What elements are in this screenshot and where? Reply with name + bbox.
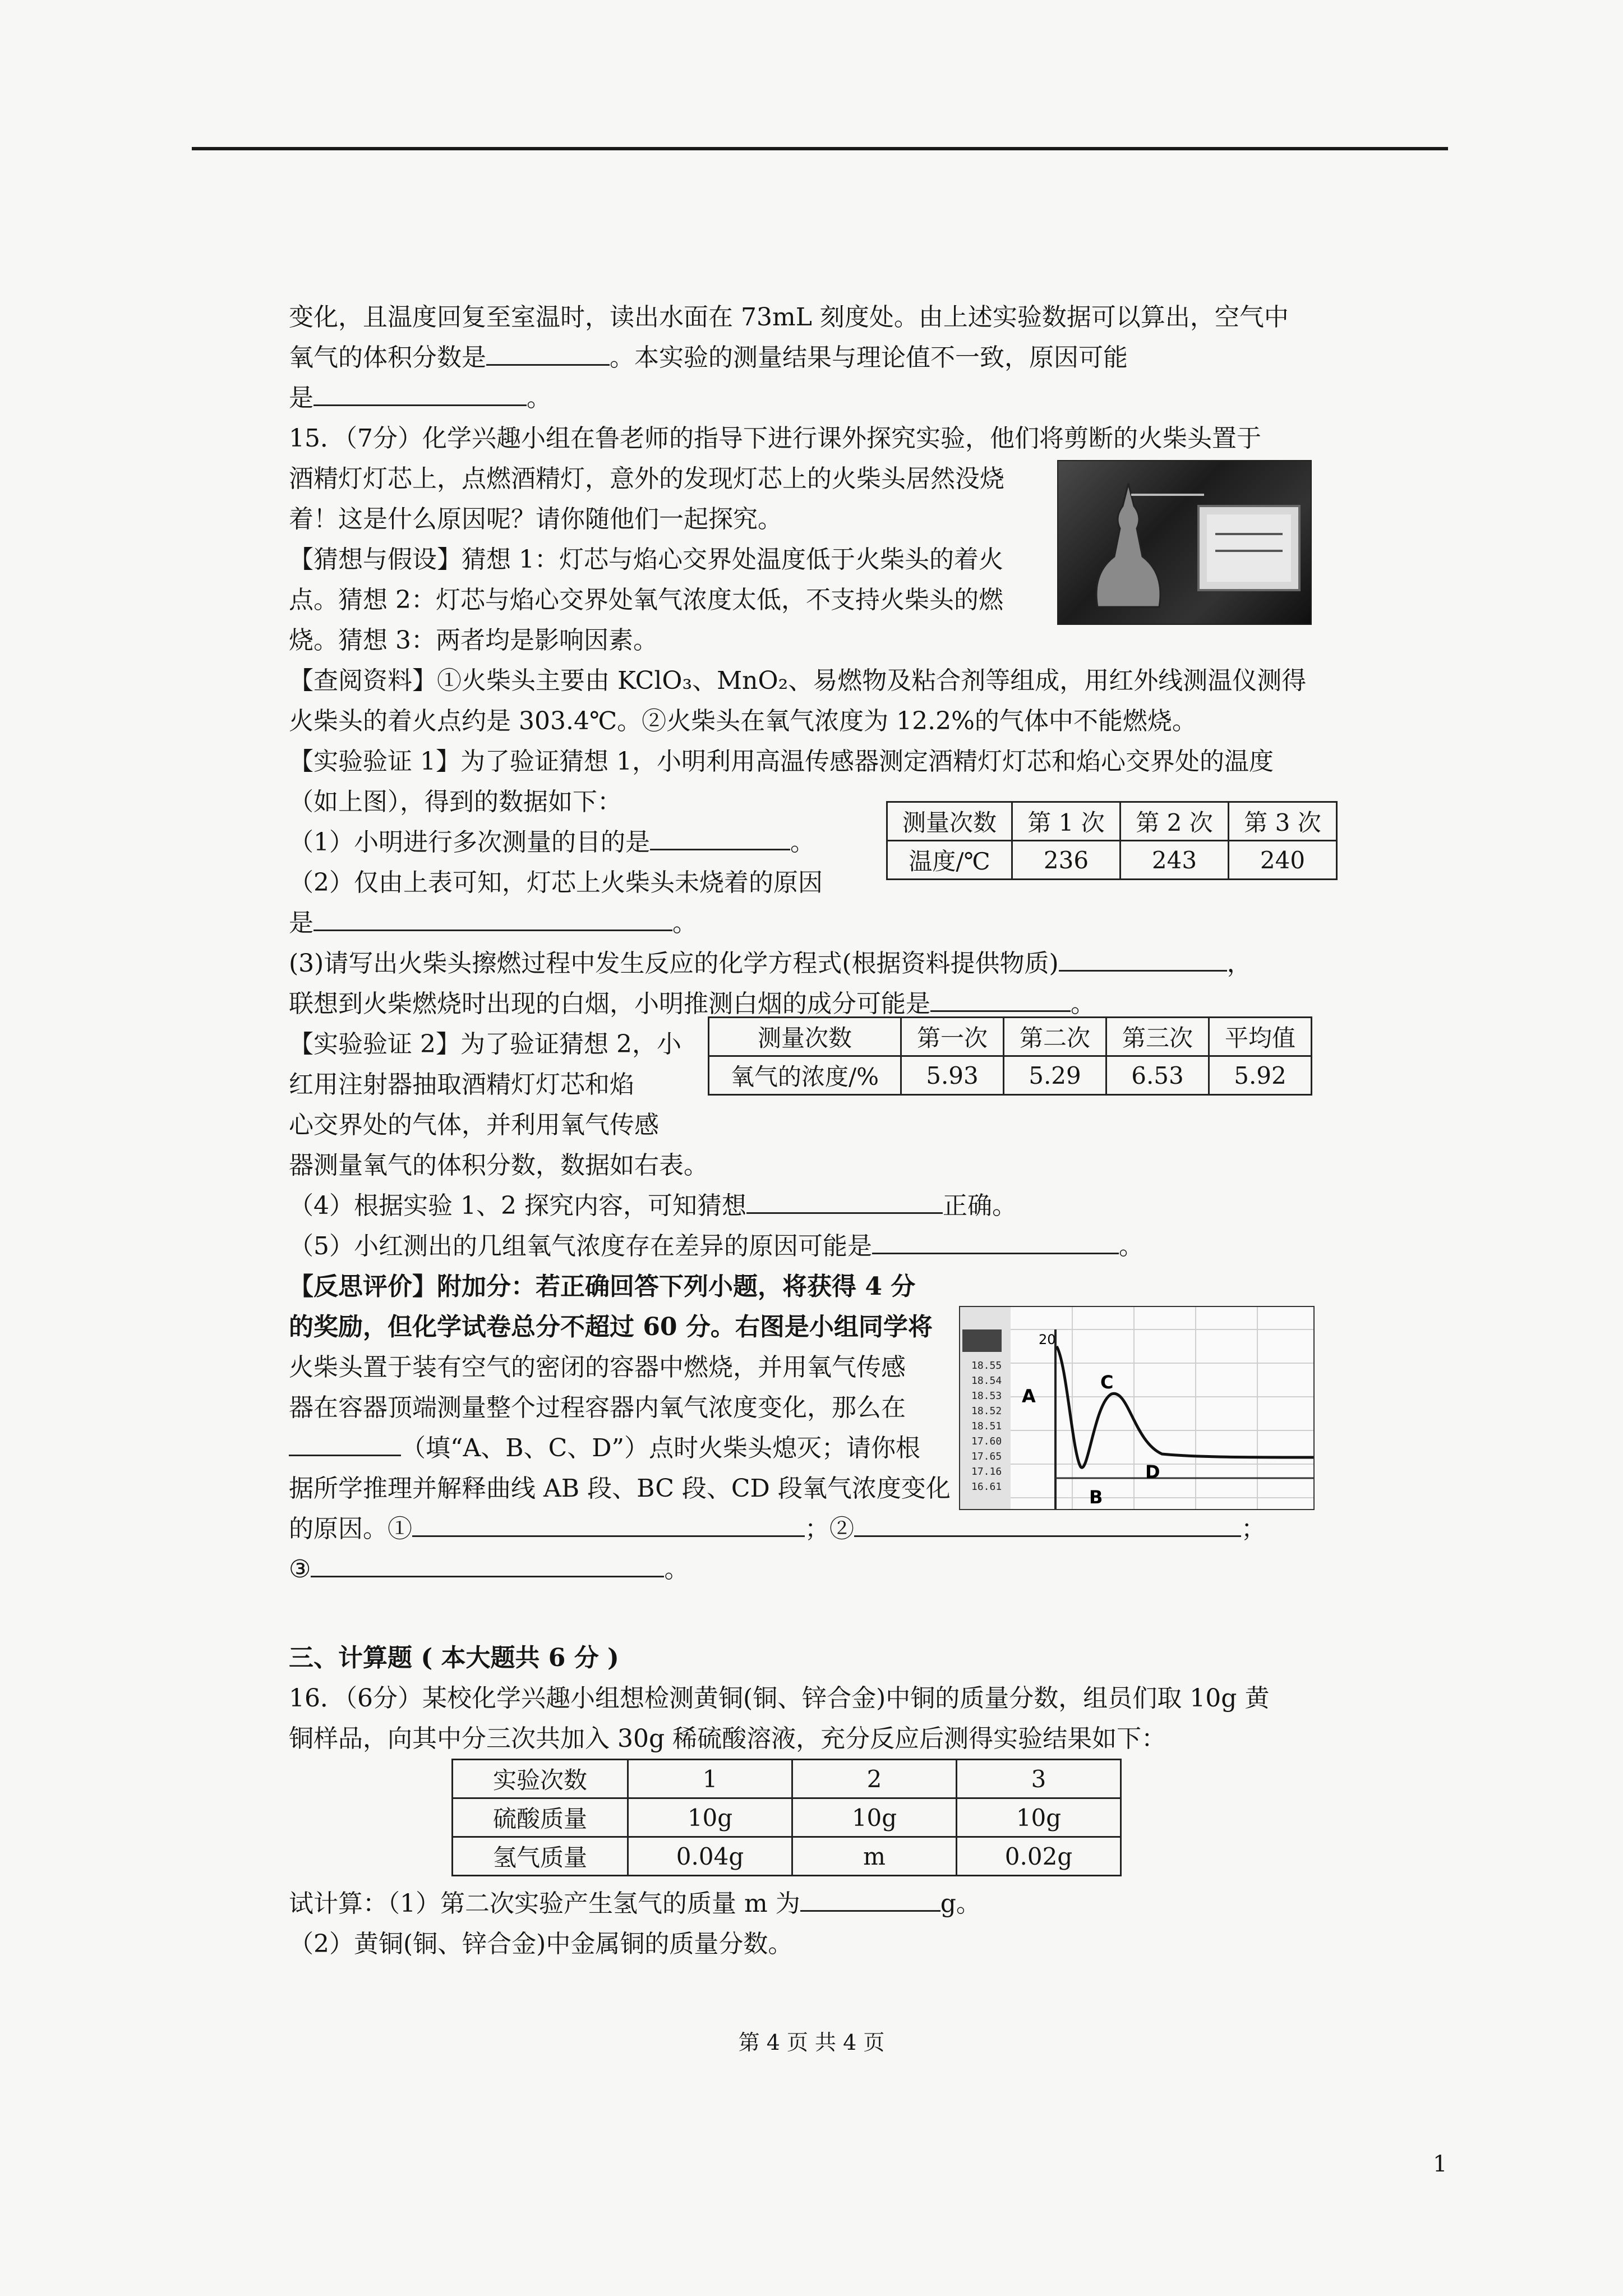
table-cell: 第一次 <box>901 1018 1004 1056</box>
y-tick-label: 18.55 <box>971 1360 1002 1372</box>
answer-blank[interactable] <box>650 823 790 850</box>
table-cell: 10g <box>792 1798 957 1837</box>
section-3-questions <box>289 1884 1326 1964</box>
table-row <box>453 1798 1121 1837</box>
table-cell: 第 3 次 <box>1229 802 1337 841</box>
text-line: 【查阅资料】①火柴头主要由 KClO₃、MnO₂、易燃物及粘合剂等组成，用红外线测温仪测得 <box>289 666 1307 695</box>
text-line: 火柴头的着火点约是 303.4℃。②火柴头在氧气浓度为 12.2%的气体中不能燃烧。 <box>289 707 1197 735</box>
answer-blank[interactable] <box>930 984 1071 1012</box>
oxygen-curve-svg <box>960 1307 1313 1509</box>
text-span: （5）小红测出的几组氧气浓度存在差异的原因可能是 <box>289 1232 872 1260</box>
y-tick-label: 17.60 <box>971 1435 1002 1447</box>
y-tick-label: 18.51 <box>971 1420 1002 1432</box>
text-span: 正确。 <box>942 1191 1017 1220</box>
text-line: 【实验验证 2】为了验证猜想 2，小 <box>289 1030 681 1059</box>
answer-blank[interactable] <box>412 1510 805 1537</box>
text-span: 。 <box>790 828 815 857</box>
text-line <box>289 944 1326 984</box>
table-cell: 第二次 <box>1004 1018 1106 1056</box>
point-label-d: D <box>1145 1461 1160 1483</box>
table-cell: m <box>792 1837 957 1876</box>
table-cell: 实验次数 <box>453 1760 628 1798</box>
table-cell: 第 2 次 <box>1121 802 1229 841</box>
text-line: （2）仅由上表可知，灯芯上火柴头未烧着的原因 <box>289 868 823 897</box>
text-line: 红用注射器抽取酒精灯灯芯和焰 <box>289 1070 634 1099</box>
y-tick-label: 17.65 <box>971 1451 1002 1462</box>
table-cell: 6.53 <box>1106 1056 1209 1095</box>
answer-blank[interactable] <box>486 338 610 366</box>
table-cell: 5.93 <box>901 1056 1004 1095</box>
table-cell: 平均值 <box>1209 1018 1312 1056</box>
page-number: 1 <box>1433 2151 1447 2177</box>
text-line: 着！这是什么原因呢？请你随他们一起探究。 <box>289 505 782 533</box>
text-line <box>289 903 1326 944</box>
answer-blank[interactable] <box>746 1186 943 1214</box>
text-span: 。 <box>1119 1232 1144 1260</box>
top-rule <box>192 147 1448 150</box>
alcohol-lamp-illustration <box>1058 461 1311 624</box>
y-ticks <box>971 1360 1002 1493</box>
text-span: （1）小明进行多次测量的目的是 <box>289 828 650 857</box>
text-line <box>289 1226 1326 1267</box>
text-line: 点。猜想 2：灯芯与焰心交界处氧气浓度太低，不支持火柴头的燃 <box>289 586 1003 614</box>
table-cell: 10g <box>957 1798 1121 1837</box>
text-span: 氧气的体积分数是 <box>289 343 486 372</box>
table-cell: 5.92 <box>1209 1056 1312 1095</box>
text-line: 变化，且温度回复至室温时，读出水面在 73mL 刻度处。由上述实验数据可以算出，空气中 <box>289 303 1289 332</box>
text-span: ；② <box>805 1515 854 1543</box>
table-cell: 硫酸质量 <box>453 1798 628 1837</box>
table-row <box>709 1056 1312 1095</box>
table-cell: 第三次 <box>1106 1018 1209 1056</box>
text-line: 【实验验证 1】为了验证猜想 1，小明利用高温传感器测定酒精灯灯芯和焰心交界处的温度 <box>289 747 1274 776</box>
text-span: （填“A、B、C、D”）点时火柴头熄灭；请你根 <box>401 1434 921 1462</box>
table-cell: 5.29 <box>1004 1056 1106 1095</box>
text-span: g。 <box>940 1889 981 1918</box>
text-span: 。 <box>664 1555 689 1584</box>
text-line: 15．（7分）化学兴趣小组在鲁老师的指导下进行课外探究实验，他们将剪断的火柴头置于 <box>289 424 1261 453</box>
table-row <box>887 841 1337 880</box>
table-cell: 236 <box>1012 841 1121 880</box>
point-label-b: B <box>1089 1487 1103 1508</box>
text-line: 【反思评价】附加分：若正确回答下列小题，将获得 4 分 <box>289 1272 916 1301</box>
text-line: 铜样品，向其中分三次共加入 30g 稀硫酸溶液，充分反应后测得实验结果如下： <box>289 1724 1166 1753</box>
table-row <box>709 1018 1312 1056</box>
text-span: (3)请写出火柴头擦燃过程中发生反应的化学方程式(根据资料提供物质) <box>289 949 1059 978</box>
continuation-text <box>289 297 1326 418</box>
text-line: （2）黄铜(铜、锌合金)中金属铜的质量分数。 <box>289 1930 793 1958</box>
answer-blank[interactable] <box>872 1227 1119 1254</box>
table-cell: 第 1 次 <box>1012 802 1121 841</box>
answer-blank[interactable] <box>800 1884 940 1912</box>
text-line: 据所学推理并解释曲线 AB 段、BC 段、CD 段氧气浓度变化 <box>289 1474 951 1503</box>
text-line: 16．（6分）某校化学兴趣小组想检测黄铜(铜、锌合金)中铜的质量分数，组员们取 10g 黄 <box>289 1684 1270 1713</box>
table-row <box>887 802 1337 841</box>
header-block <box>962 1329 1002 1352</box>
table-cell: 氧气的浓度/% <box>709 1056 901 1095</box>
text-span: 联想到火柴燃烧时出现的白烟，小明推测白烟的成分可能是 <box>289 990 930 1018</box>
text-span: 是 <box>289 384 313 412</box>
text-span: ； <box>1241 1515 1266 1543</box>
table-cell: 240 <box>1229 841 1337 880</box>
text-line: 酒精灯灯芯上，点燃酒精灯，意外的发现灯芯上的火柴头居然没烧 <box>289 464 1004 493</box>
table-cell: 3 <box>957 1760 1121 1798</box>
text-line: 的奖励，但化学试卷总分不超过 60 分。右图是小组同学将 <box>289 1313 933 1341</box>
temperature-table <box>886 801 1338 880</box>
text-span: 是 <box>289 909 313 937</box>
answer-blank[interactable] <box>311 1550 664 1577</box>
answer-blank[interactable] <box>1059 944 1227 972</box>
text-line <box>289 1186 1326 1226</box>
text-line: （如上图），得到的数据如下： <box>289 788 622 816</box>
text-span: 。 <box>1071 990 1095 1018</box>
text-line: 【猜想与假设】猜想 1：灯芯与焰心交界处温度低于火柴头的着火 <box>289 545 1003 574</box>
answer-blank[interactable] <box>854 1510 1241 1537</box>
table-cell: 氢气质量 <box>453 1837 628 1876</box>
page-footer: 第 4 页 共 4 页 <box>738 2030 885 2055</box>
y-tick-top: 20 <box>1039 1332 1056 1347</box>
text-line <box>289 338 1326 378</box>
text-span: （4）根据实验 1、2 探究内容，可知猜想 <box>289 1191 746 1220</box>
table-cell: 2 <box>792 1760 957 1798</box>
section-title: 三、计算题 ( 本大题共 6 分 ) <box>289 1644 619 1672</box>
table-row <box>453 1837 1121 1876</box>
answer-blank[interactable] <box>313 904 672 931</box>
answer-blank[interactable] <box>289 1429 401 1456</box>
y-tick-label: 18.54 <box>971 1375 1002 1387</box>
text-span: 。 <box>527 384 551 412</box>
text-line: 火柴头置于装有空气的密闭的容器中燃烧，并用氧气传感 <box>289 1353 906 1382</box>
table-cell: 温度/℃ <box>887 841 1012 880</box>
experiment-results-table <box>451 1759 1122 1876</box>
table-cell: 1 <box>628 1760 792 1798</box>
y-tick-label: 17.16 <box>971 1466 1002 1478</box>
y-tick-label: 18.52 <box>971 1405 1002 1417</box>
table-cell: 0.04g <box>628 1837 792 1876</box>
text-line <box>289 1884 1326 1924</box>
table-cell: 0.02g <box>957 1837 1121 1876</box>
text-span: 。 <box>672 909 697 937</box>
oxygen-curve-figure <box>959 1306 1315 1510</box>
table-cell: 243 <box>1121 841 1229 880</box>
experiment-photo <box>1057 460 1312 625</box>
y-tick-label: 18.53 <box>971 1390 1002 1402</box>
section-3 <box>289 1638 1326 1759</box>
answer-blank[interactable] <box>313 379 527 406</box>
table-cell: 10g <box>628 1798 792 1837</box>
table-cell: 测量次数 <box>887 802 1012 841</box>
text-line: 器在容器顶端测量整个过程容器内氧气浓度变化，那么在 <box>289 1393 906 1422</box>
oxygen-table <box>708 1016 1312 1096</box>
point-label-a: A <box>1022 1386 1036 1407</box>
text-line: 器测量氧气的体积分数，数据如右表。 <box>289 1151 708 1180</box>
point-label-c: C <box>1100 1372 1114 1393</box>
text-span: 试计算：（1）第二次实验产生氢气的质量 m 为 <box>289 1889 800 1918</box>
text-line: 心交界处的气体，并利用氧气传感 <box>289 1111 659 1139</box>
text-line <box>289 378 1326 418</box>
text-line <box>289 1549 1326 1590</box>
table-cell: 测量次数 <box>709 1018 901 1056</box>
text-span: 的原因。① <box>289 1515 412 1543</box>
text-line: 烧。猜想 3：两者均是影响因素。 <box>289 626 658 655</box>
y-tick-label: 16.61 <box>971 1481 1002 1493</box>
text-span: 。本实验的测量结果与理论值不一致，原因可能 <box>610 343 1128 372</box>
text-span: ③ <box>289 1555 311 1584</box>
text-line <box>289 1509 1326 1549</box>
text-span: ， <box>1227 949 1252 978</box>
table-row <box>453 1760 1121 1798</box>
